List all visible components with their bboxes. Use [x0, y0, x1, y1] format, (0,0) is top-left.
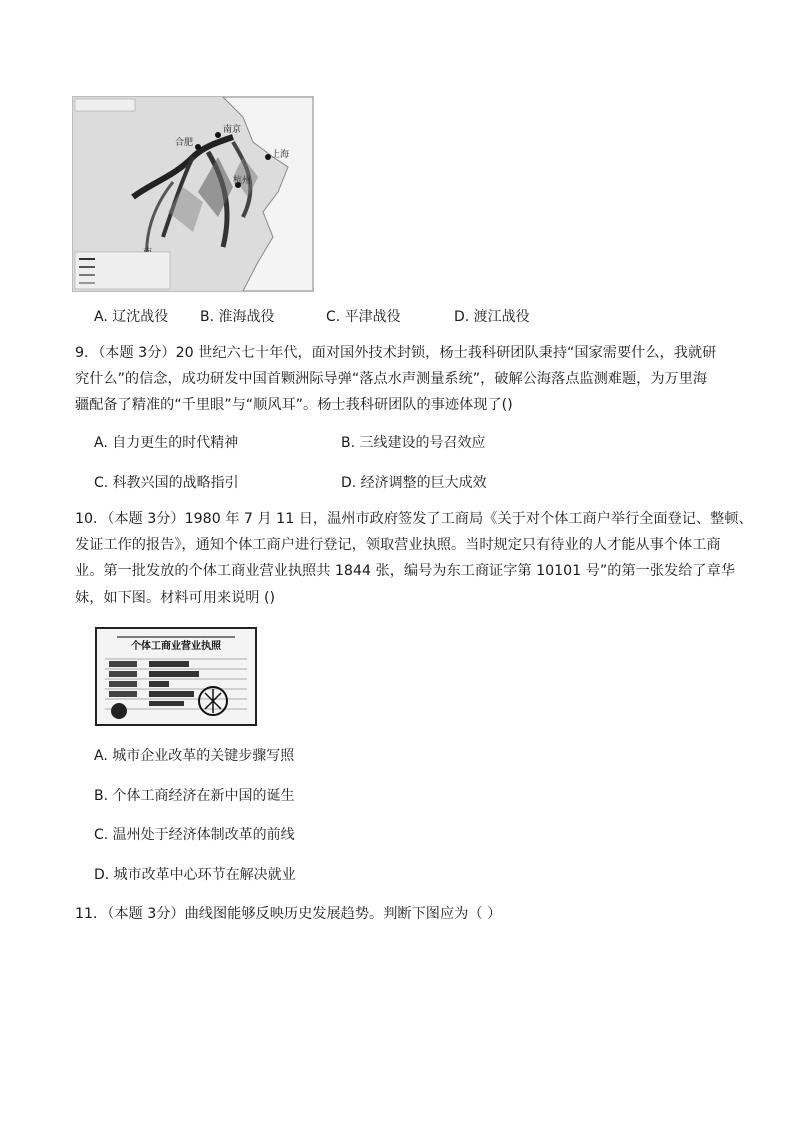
q8-option-a: A. 辽沈战役 — [94, 309, 169, 325]
map-label-hangzhou: 杭州 — [233, 176, 252, 186]
map-label-nanjing: 南京 — [223, 125, 242, 135]
q9-option-d: D. 经济调整的巨大成效 — [341, 475, 487, 491]
q9-text-line-2: 究什么”的信念，成功研发中国首颗洲际导弹“落点水声测量系统”，破解公海落点监测难题，为万里海 — [75, 371, 708, 387]
q9-text-line-3: 疆配备了精准的“千里眼”与“顺风耳”。杨士莪科研团队的事迹体现了() — [75, 397, 513, 413]
battle-map-illustration — [73, 97, 313, 291]
q8-option-d: D. 渡江战役 — [454, 309, 530, 325]
q10-text-line-2: 发证工作的报告》，通知个体工商户进行登记，领取营业执照。当时规定只有待业的人才能从事个体工商 — [75, 537, 721, 553]
q10-option-c: C. 温州处于经济体制改革的前线 — [94, 827, 295, 843]
map-label-hefei: 合肥 — [175, 138, 194, 148]
q10-text-line-1: 10．（本题 3分）1980 年 7 月 11 日，温州市政府签发了工商局《关于对个体工商户举行全面登记、整顿、 — [75, 511, 753, 527]
q9-option-a: A. 自力更生的时代精神 — [94, 435, 239, 451]
q10-text-line-4: 妹，如下图。材料可用来说明 () — [75, 590, 276, 606]
q9-text-line-1: 9．（本题 3分）20 世纪六七十年代，面对国外技术封锁，杨士莪科研团队秉持“国家需要什么，我就研 — [75, 345, 717, 361]
q9-option-c: C. 科教兴国的战略指引 — [94, 475, 239, 491]
q10-option-a: A. 城市企业改革的关键步骤写照 — [94, 748, 295, 764]
business-license-illustration — [97, 629, 255, 724]
q10-option-b: B. 个体工商经济在新中国的诞生 — [94, 788, 295, 804]
license-title: 个体工商业营业执照 — [131, 641, 221, 652]
business-license-figure — [95, 627, 257, 726]
q10-option-d: D. 城市改革中心环节在解决就业 — [94, 867, 296, 883]
q8-option-c: C. 平津战役 — [326, 309, 401, 325]
q8-option-b: B. 淮海战役 — [200, 309, 275, 325]
battle-map-figure — [72, 96, 314, 292]
q11-text-line: 11．（本题 3分）曲线图能够反映历史发展趋势。判断下图应为（ ） — [75, 906, 502, 922]
q9-option-b: B. 三线建设的号召效应 — [341, 435, 486, 451]
map-label-shanghai: 上海 — [271, 150, 290, 160]
q10-text-line-3: 业。第一批发放的个体工商业营业执照共 1844 张，编号为东工商证字第 10101 号”的第一张发给了章华 — [75, 563, 735, 579]
